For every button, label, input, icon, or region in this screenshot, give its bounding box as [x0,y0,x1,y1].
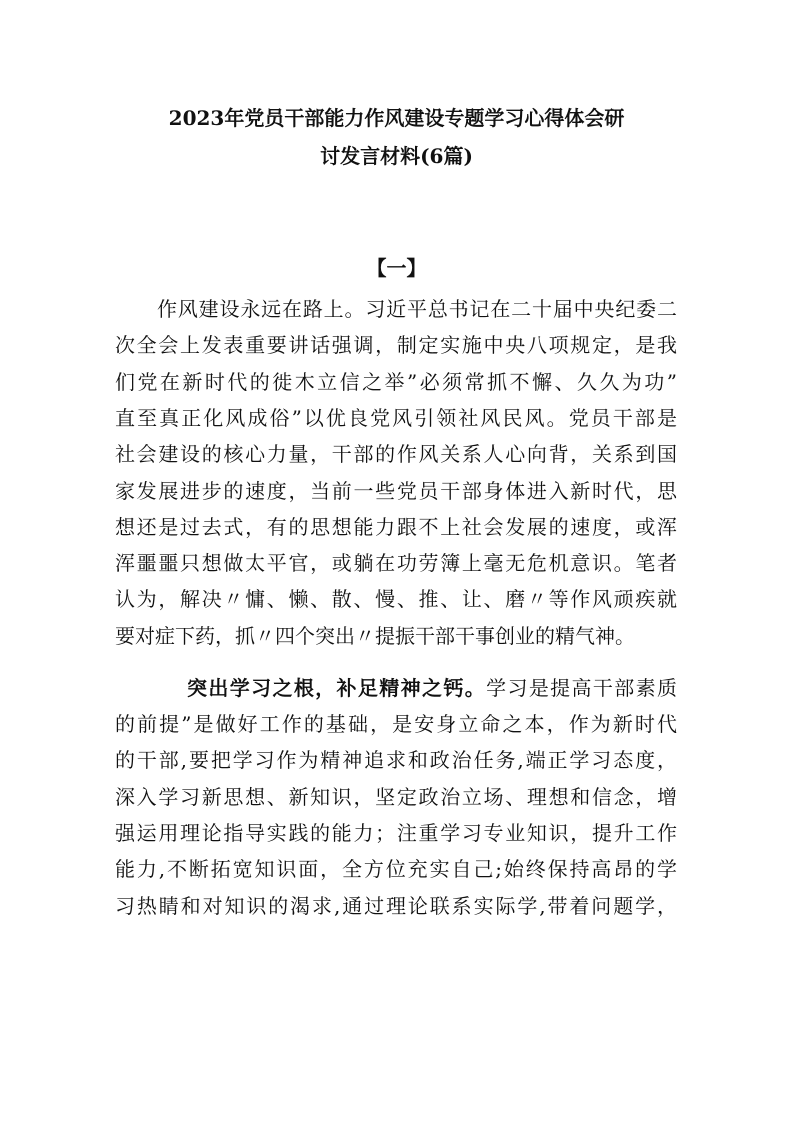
paragraph-2-line: 的干部,要把学习作为精神追求和政治任务,端正学习态度， [115,748,677,773]
paragraph-1-line: 直至真正化风成俗”以优良党风引领社风民风。党员干部是 [115,405,677,430]
paragraph-2-line: 强运用理论指导实践的能力；注重学习专业知识，提升工作 [115,820,677,845]
paragraph-1-line: 要对症下药，抓〃四个突出〃提振干部干事创业的精气神。 [115,623,635,648]
paragraph-2-bold-lead: 突出学习之根，补足精神之钙。 [187,676,487,700]
paragraph-1-line: 次全会上发表重要讲话强调，制定实施中央八项规定，是我 [115,333,677,358]
document-title-line-1: 2023年党员干部能力作风建设专题学习心得体会研 [168,106,625,130]
document-title-line-2: 讨发言材料(6篇) [320,144,473,168]
paragraph-2-first-rest: 学习是提高干部素质 [486,676,678,700]
paragraph-1-line: 家发展进步的速度，当前一些党员干部身体进入新时代，思 [115,478,677,503]
paragraph-1-line: 认为，解决〃慵、懒、散、慢、推、让、磨〃等作风顽疾就 [115,587,677,612]
paragraph-2-line: 能力,不断拓宽知识面，全方位充实自己;始终保持高昂的学 [115,857,677,882]
paragraph-1-line: 作风建设永远在路上。习近平总书记在二十届中央纪委二 [157,297,677,321]
paragraph-1-line: 们党在新时代的徙木立信之举”必须常抓不懈、久久为功” [115,369,677,394]
paragraph-2-line: 深入学习新思想、新知识，坚定政治立场、理想和信念，增 [115,784,677,809]
paragraph-2-line: 习热睛和对知识的渴求,通过理论联系实际学,带着问题学， [115,893,677,918]
section-heading: 【一】 [366,256,427,280]
paragraph-1-line: 想还是过去式，有的思想能力跟不上社会发展的速度，或浑 [115,514,677,539]
paragraph-2-first-line [187,674,677,702]
paragraph-2-line: 的前提”是做好工作的基础，是安身立命之本，作为新时代 [115,712,677,736]
paragraph-1-line: 社会建设的核心力量，干部的作风关系人心向背，关系到国 [115,442,677,467]
paragraph-1-line: 浑噩噩只想做太平官，或躺在功劳簿上毫无危机意识。笔者 [115,551,677,576]
